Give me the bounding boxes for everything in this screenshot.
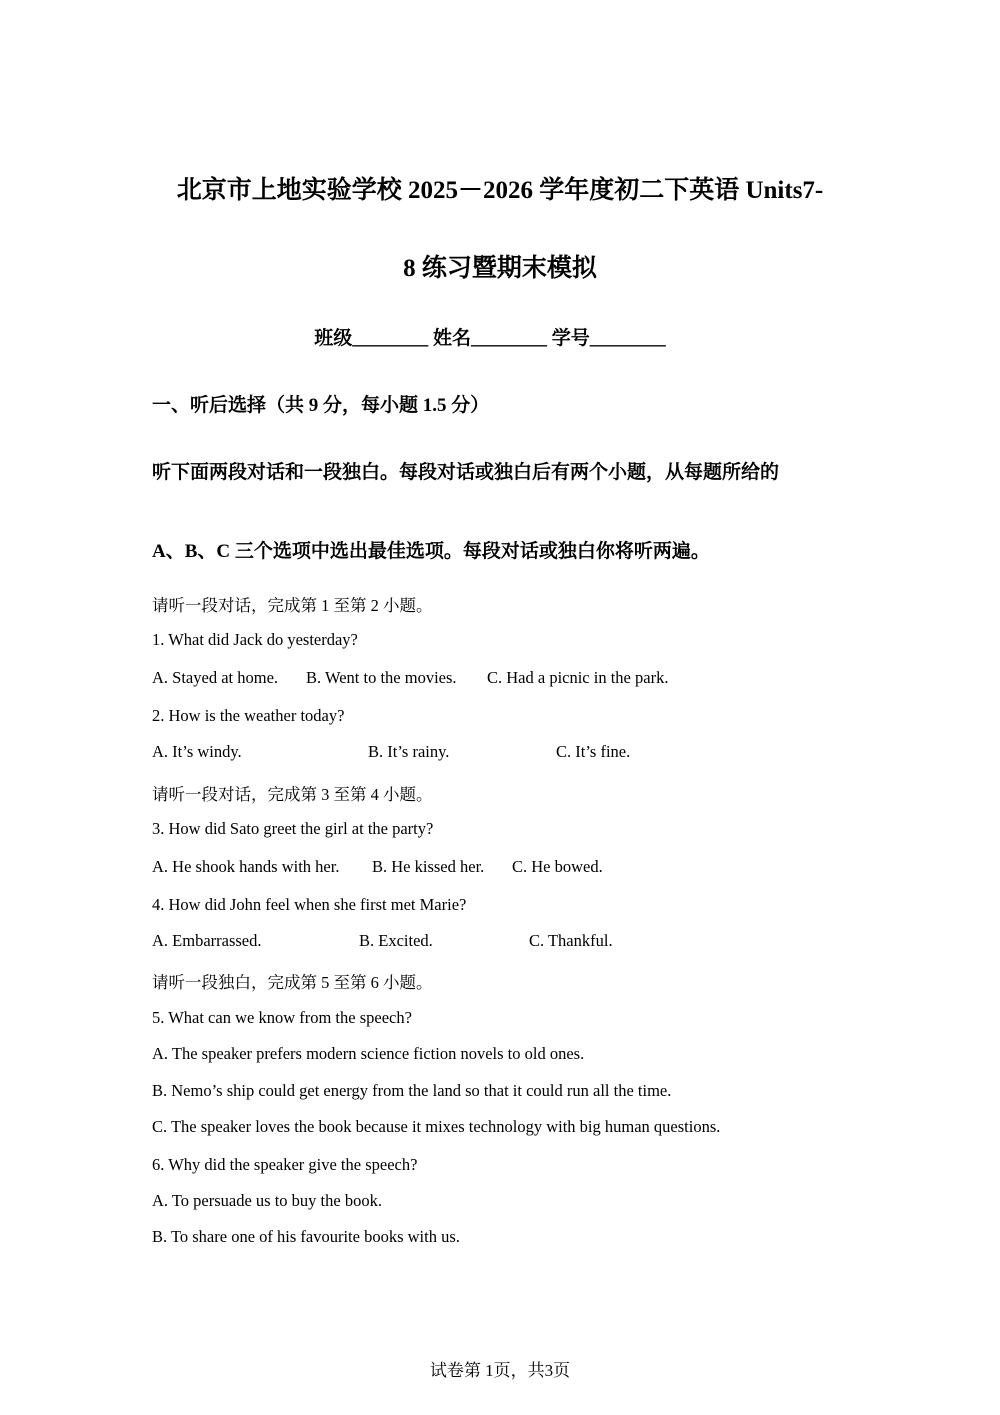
option-a: A. He shook hands with her.: [152, 857, 340, 876]
option-b: B. It’s rainy.: [368, 742, 450, 761]
option-b: B. He kissed her.: [372, 857, 485, 876]
question-5-option-b: B. Nemo’s ship could get energy from the land so that it could run all the time.: [152, 1081, 672, 1100]
question-5-option-a: A. The speaker prefers modern science fiction novels to old ones.: [152, 1044, 585, 1063]
exam-title-line-1: 北京市上地实验学校 2025－2026 学年度初二下英语 Units7-: [176, 177, 824, 204]
exam-title-line-2: 8 练习暨期末模拟: [403, 255, 597, 282]
question-4-options: [152, 931, 852, 953]
option-a: A. Embarrassed.: [152, 931, 262, 950]
section-heading: 一、听后选择（共 9 分，每小题 1.5 分）: [152, 395, 490, 416]
part-intro-2: 请听一段对话，完成第 3 至第 4 小题。: [152, 785, 433, 804]
section-instruction-line-2: A、B、C 三个选项中选出最佳选项。每段对话或独白你将听两遍。: [152, 541, 710, 562]
question-2: 2. How is the weather today?: [152, 706, 345, 725]
option-c: C. Thankful.: [529, 931, 613, 950]
option-b: B. Excited.: [359, 931, 433, 950]
question-3: 3. How did Sato greet the girl at the party?: [152, 819, 434, 838]
question-2-options: [152, 742, 852, 764]
option-c: C. It’s fine.: [556, 742, 631, 761]
question-1: 1. What did Jack do yesterday?: [152, 630, 358, 649]
option-a: A. Stayed at home.: [152, 668, 279, 687]
question-6: 6. Why did the speaker give the speech?: [152, 1155, 418, 1174]
question-3-options: [152, 857, 852, 879]
section-instruction-line-1: 听下面两段对话和一段独白。每段对话或独白后有两个小题，从每题所给的: [152, 462, 780, 483]
student-info-line: 班级________ 姓名________ 学号________: [314, 328, 666, 349]
page-footer: 试卷第 1页，共3页: [429, 1361, 571, 1380]
option-b: B. Went to the movies.: [306, 668, 457, 687]
part-intro-1: 请听一段对话，完成第 1 至第 2 小题。: [152, 596, 433, 615]
question-1-options: [152, 668, 852, 690]
option-a: A. It’s windy.: [152, 742, 242, 761]
option-c: C. He bowed.: [512, 857, 603, 876]
question-6-option-b: B. To share one of his favourite books with us.: [152, 1227, 460, 1246]
question-5: 5. What can we know from the speech?: [152, 1008, 412, 1027]
option-c: C. Had a picnic in the park.: [487, 668, 669, 687]
part-intro-3: 请听一段独白，完成第 5 至第 6 小题。: [152, 973, 433, 992]
question-6-option-a: A. To persuade us to buy the book.: [152, 1191, 382, 1210]
question-5-option-c: C. The speaker loves the book because it mixes technology with big human questions.: [152, 1117, 721, 1136]
question-4: 4. How did John feel when she first met Marie?: [152, 895, 467, 914]
